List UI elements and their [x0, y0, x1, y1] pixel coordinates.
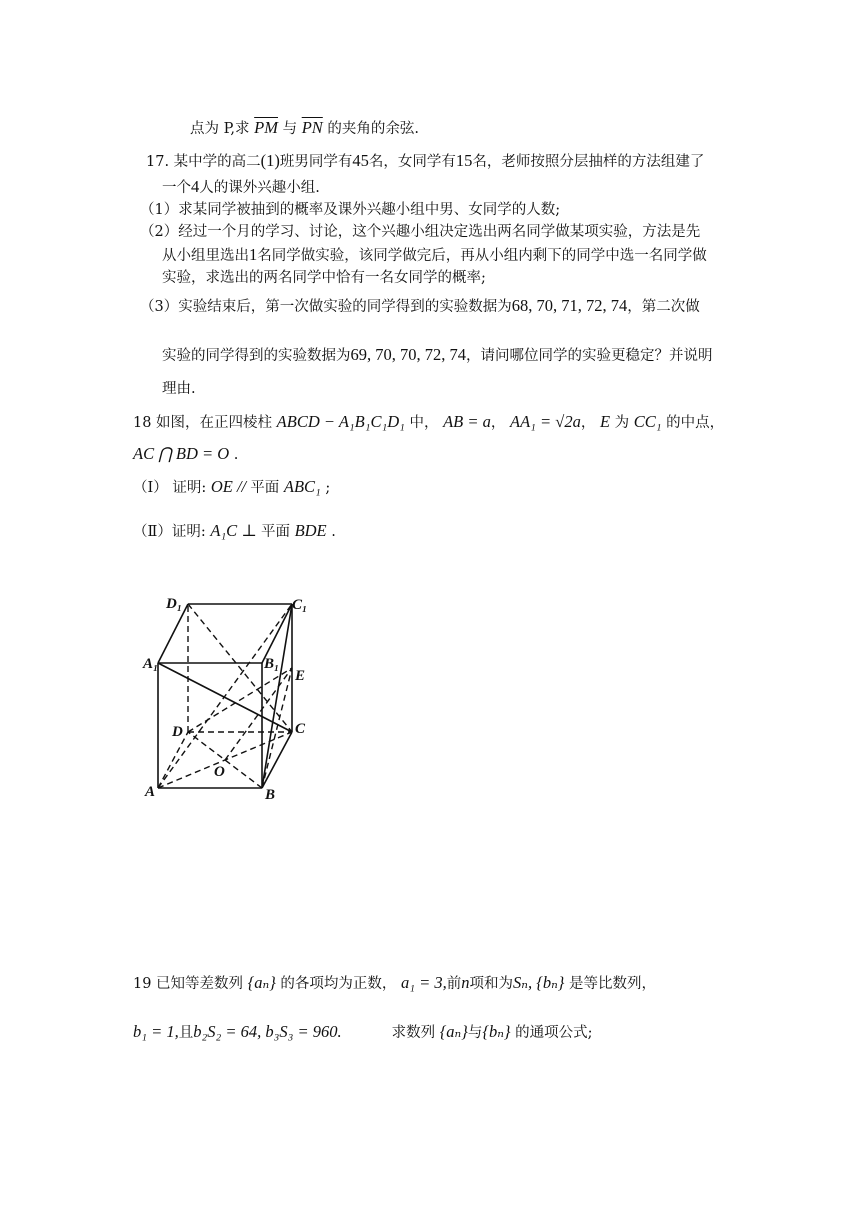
segment-d-e: [188, 668, 292, 732]
q16-tail: 点为 P,求 $\overline{PM}$ 与 $\overline{PN}$ 的夹角的余弦.: [190, 118, 420, 137]
label-a: A: [145, 784, 156, 800]
label-o: O: [214, 764, 225, 780]
label-d1: D₁: [166, 596, 183, 612]
label-b: B: [265, 787, 276, 803]
segment-a-c: [158, 732, 292, 788]
q19-line-2: b₁ = 1,且b₂S₂ = 64, b₃S₃ = 960. 求数列 {aₙ}与{bₙ} 的通项公式;: [133, 1022, 593, 1041]
q17-part-1: （1）求某同学被抽到的概率及课外兴趣小组中男、女同学的人数;: [140, 202, 561, 218]
segment-d1-c: [188, 604, 292, 732]
label-c1: C₁: [292, 597, 308, 613]
segment-b-d: [188, 732, 262, 788]
q17-part-3-line-3: 理由.: [162, 381, 196, 397]
q17-part-2-line-2: 从小组里选出1名同学做实验，该同学做完后，再从小组内剩下的同学中选一名同学做: [162, 245, 707, 264]
segment-b-e: [262, 668, 292, 788]
q19-line-1: 19 已知等差数列 {aₙ} 的各项均为正数， a₁ = 3,前n项和为Sₙ, {bₙ} 是等比数列，: [133, 973, 656, 992]
label-a1: A₁: [143, 656, 159, 672]
segment-a1-c: [158, 663, 292, 732]
hidden-edge-a-d: [158, 732, 188, 788]
label-c: C: [295, 721, 306, 737]
q17-part-2-line-3: 实验，求选出的两名同学中恰有一名女同学的概率;: [162, 270, 486, 286]
q17-part-3-line-1: （3）实验结束后，第一次做实验的同学得到的实验数据为68, 70, 71, 72, 74，第二次做: [140, 296, 700, 315]
edge-a1-d1: [158, 604, 188, 663]
edge-b1-c1: [262, 604, 292, 663]
q17-part-2-line-1: （2）经过一个月的学习、讨论，这个兴趣小组决定选出两名同学做某项实验，方法是先: [140, 224, 701, 240]
segment-o-e: [225, 668, 292, 760]
q18-line-1: 18 如图，在正四棱柱 ABCD − A₁B₁C₁D₁ 中， AB = a， AA₁ = √2a， E 为 CC₁ 的中点，: [133, 412, 725, 431]
segment-b-c1: [262, 604, 292, 788]
label-d: D: [172, 724, 183, 740]
label-e: E: [295, 668, 306, 684]
q17-line-2: 一个4人的课外兴趣小组.: [162, 177, 320, 196]
q17-line-1: 17. 某中学的高二(1)班男同学有45名，女同学有15名，老师按照分层抽样的方法组建了: [146, 151, 705, 170]
segment-a-c1: [158, 604, 292, 788]
q18-part-1: （Ⅰ） 证明: OE // 平面 ABC₁ ;: [133, 477, 331, 496]
vector-pm: $\overline{PM}$: [254, 118, 278, 137]
q18-line-2: AC ⋂ BD = O .: [133, 444, 239, 463]
vector-pn: $\overline{PN}$: [301, 118, 323, 137]
q18-part-2: （Ⅱ）证明: A₁C ⊥ 平面 BDE .: [133, 521, 336, 540]
label-b1: B₁: [264, 656, 280, 672]
edge-b-c: [262, 732, 292, 788]
q17-part-3-line-2: 实验的同学得到的实验数据为69, 70, 70, 72, 74，请问哪位同学的实验更稳定？并说明: [162, 345, 713, 364]
